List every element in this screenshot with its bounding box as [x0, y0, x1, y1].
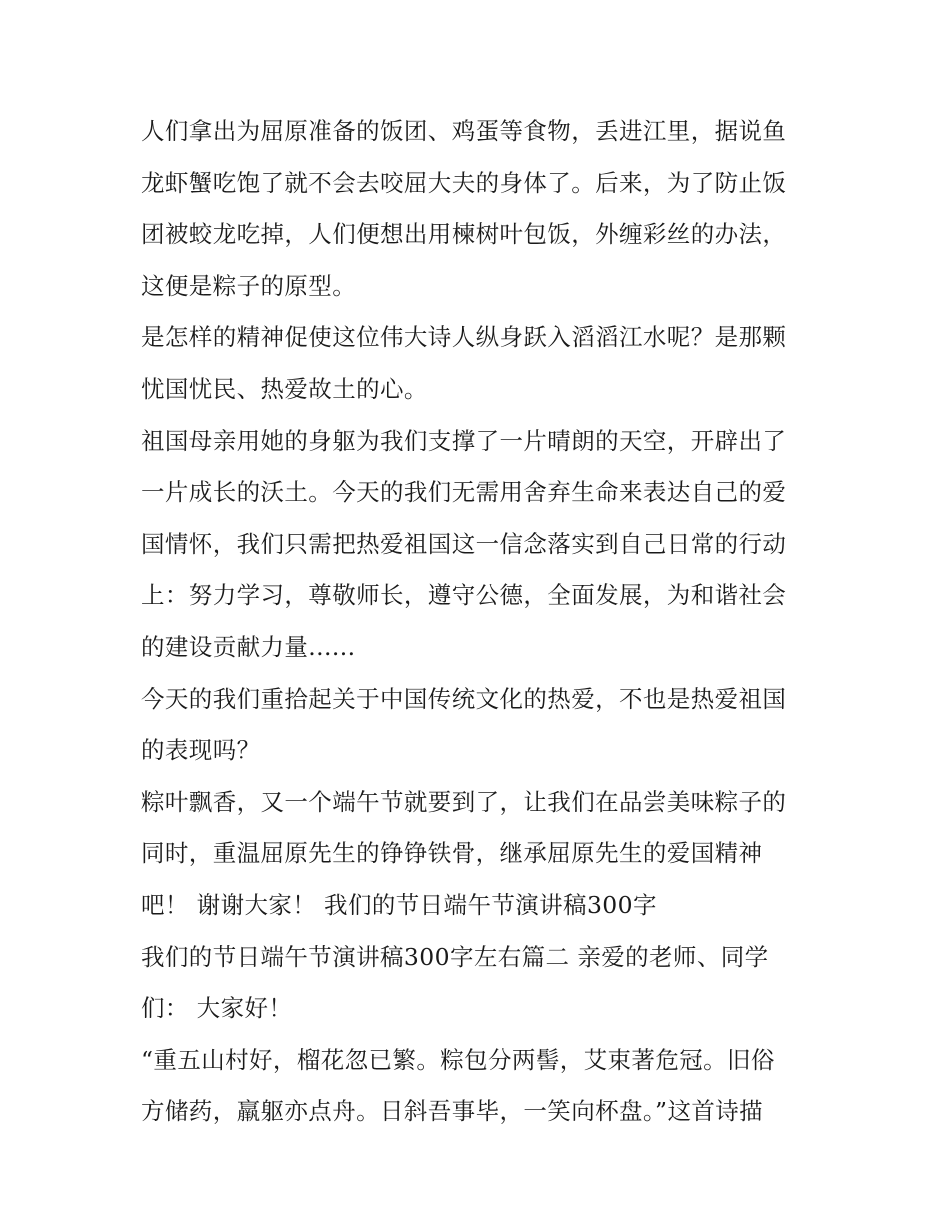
text-line: 方储药，羸躯亦点舟。日斜吾事毕，一笑向杯盘。”这首诗描	[141, 1097, 764, 1126]
text-line: 人们拿出为屈原准备的饭团、鸡蛋等食物，丢进江里，据说鱼	[141, 117, 787, 145]
text-line: 忧国忧民、热爱故土的心。	[141, 374, 428, 403]
document-body	[141, 106, 813, 1138]
text-line: 粽叶飘香，又一个端午节就要到了，让我们在品尝美味粽子的	[141, 787, 787, 816]
text-line: 一片成长的沃土。今天的我们无需用舍弃生命来表达自己的爱	[141, 478, 787, 507]
text-line: 吧！ 谢谢大家！ 我们的节日端午节演讲稿300字	[141, 890, 657, 919]
text-line: 的表现吗？	[141, 736, 261, 765]
text-line: 上：努力学习，尊敬师长，遵守公德，全面发展，为和谐社会	[141, 581, 787, 610]
text-line: 的建设贡献力量......	[141, 632, 356, 661]
text-line: 这便是粽子的原型。	[141, 271, 357, 300]
text-line: 龙虾蟹吃饱了就不会去咬屈大夫的身体了。后来，为了防止饭	[141, 168, 787, 197]
text-line: 今天的我们重拾起关于中国传统文化的热爱，不也是热爱祖国	[141, 684, 787, 713]
text-line: “重五山村好，榴花忽已繁。粽包分两髻，艾束著危冠。旧俗	[141, 1045, 775, 1074]
text-line: 国情怀，我们只需把热爱祖国这一信念落实到自己日常的行动	[141, 529, 787, 558]
text-line: 同时，重温屈原先生的铮铮铁骨，继承屈原先生的爱国精神	[141, 839, 763, 868]
text-line: 是怎样的精神促使这位伟大诗人纵身跃入滔滔江水呢？是那颗	[141, 323, 787, 352]
text-line: 团被蛟龙吃掉，人们便想出用楝树叶包饭，外缠彩丝的办法，	[141, 220, 787, 249]
text-line: 祖国母亲用她的身躯为我们支撑了一片晴朗的天空，开辟出了	[141, 426, 787, 455]
text-line: 们： 大家好！	[141, 994, 293, 1023]
text-line: 我们的节日端午节演讲稿300字左右篇二 亲爱的老师、同学	[141, 942, 769, 971]
